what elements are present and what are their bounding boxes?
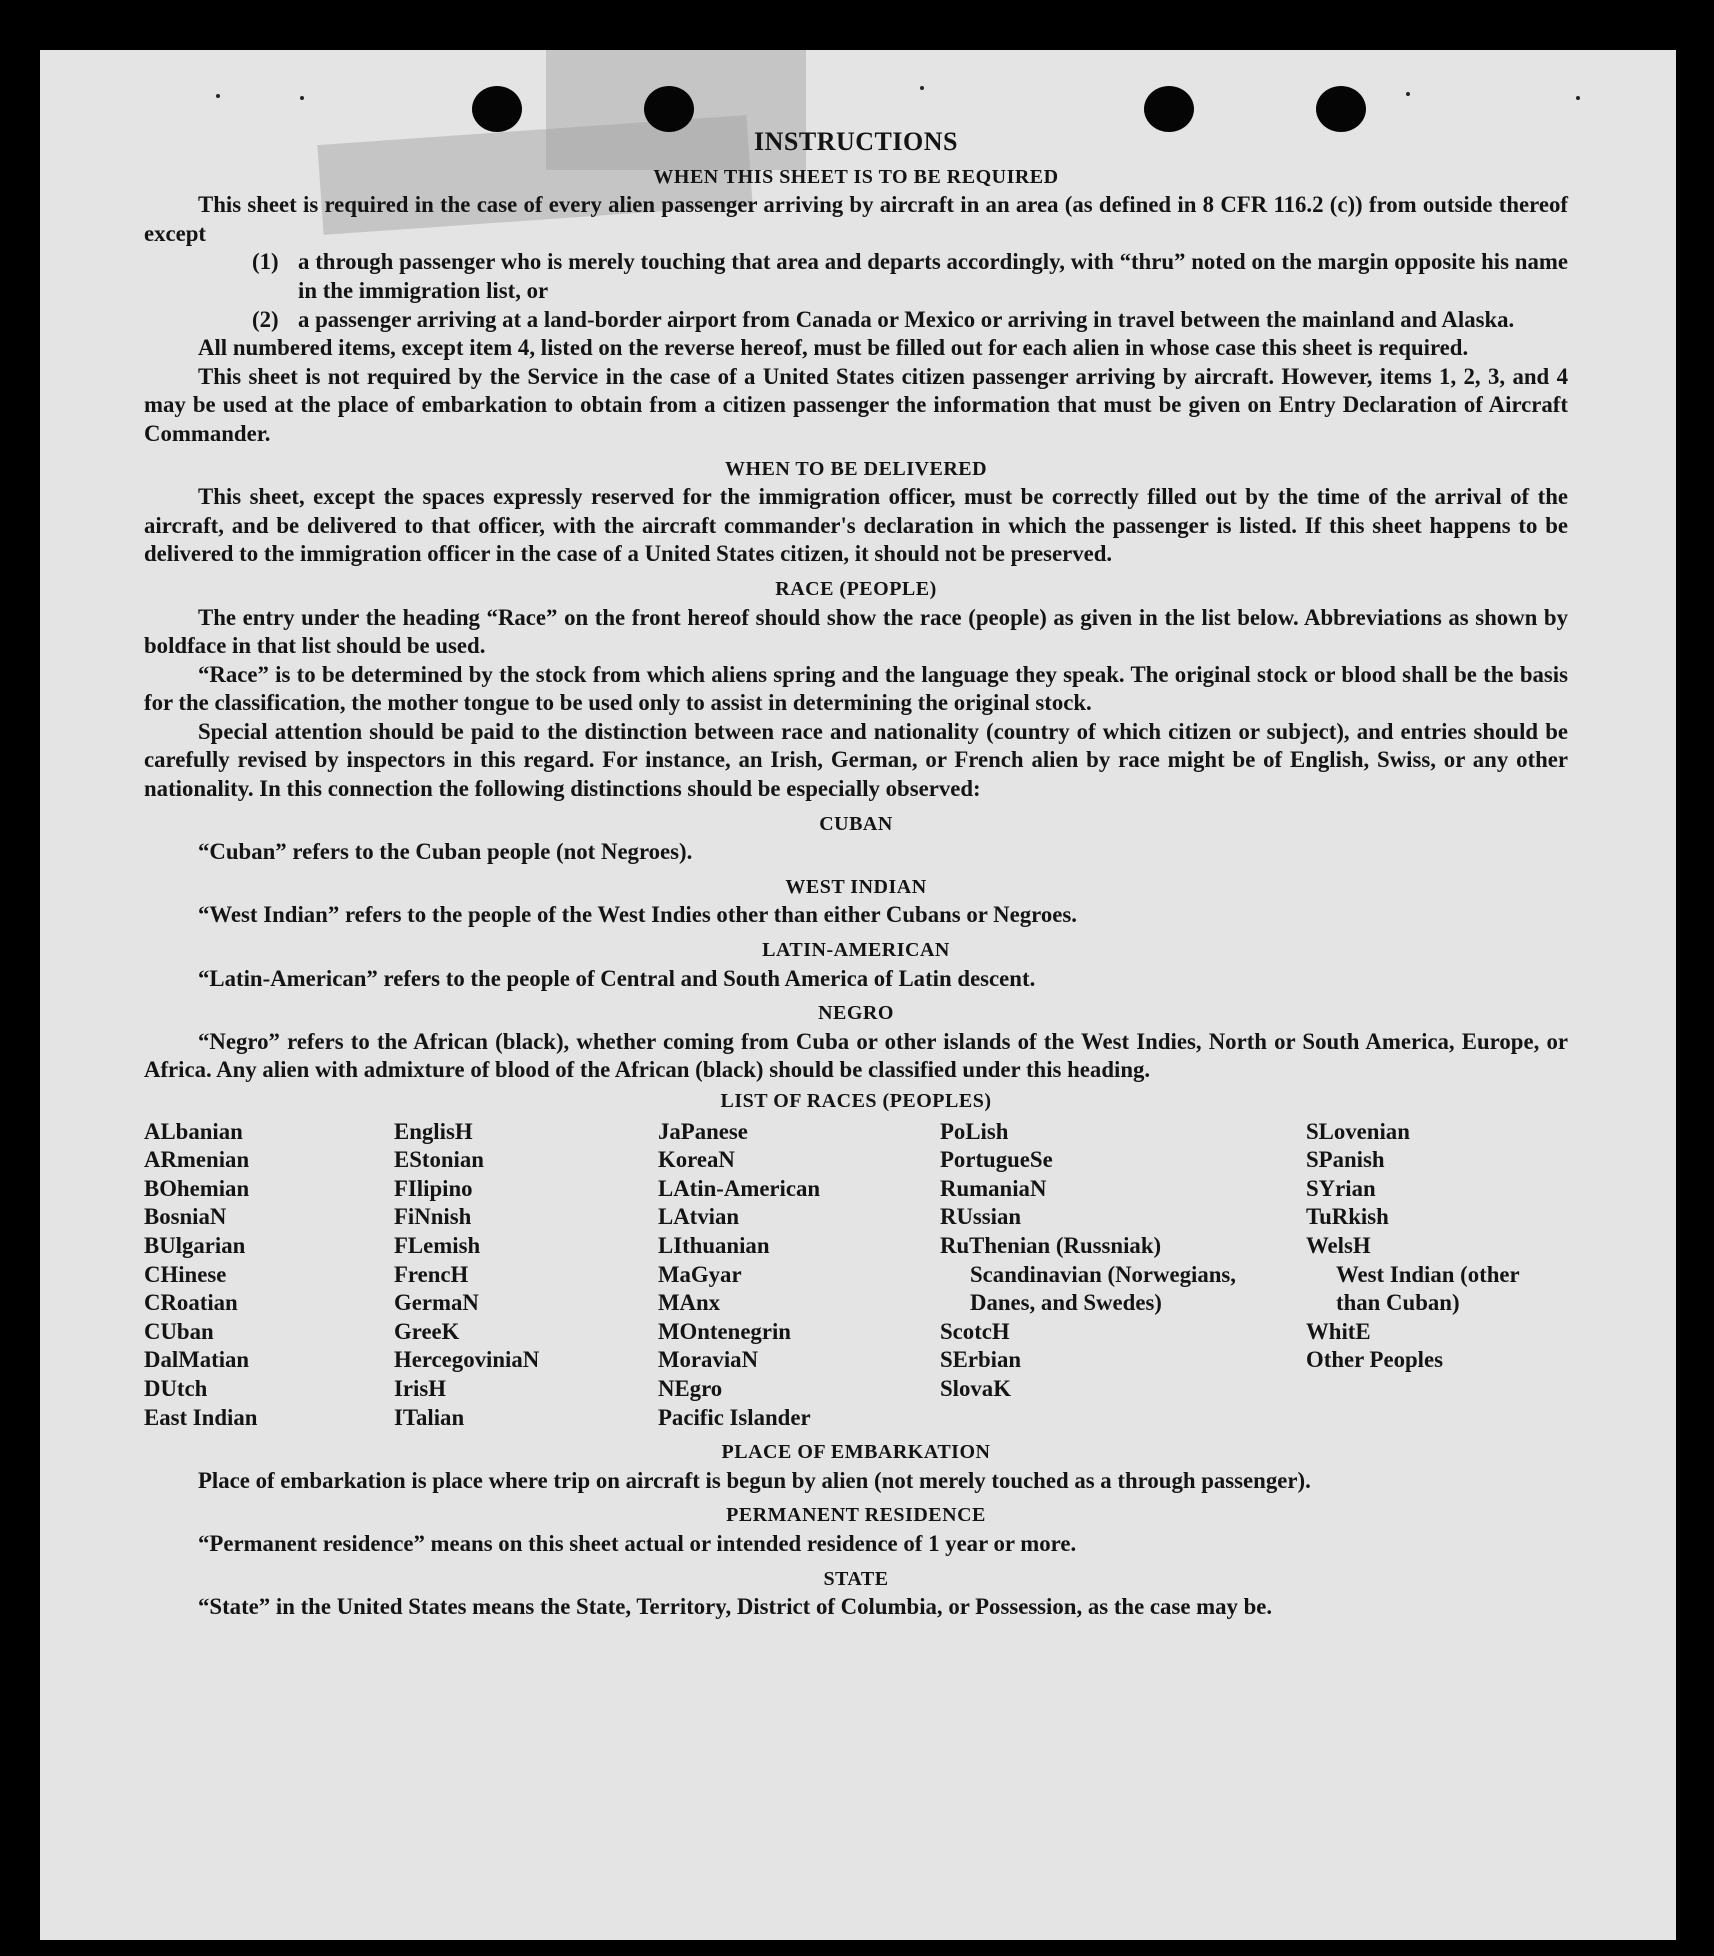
race-item: ALbanian [144, 1118, 243, 1144]
distinction-text-west-indian: “West Indian” refers to the people of the West Indies other than either Cubans or Negroes. [198, 902, 1077, 928]
distinction-text-latin-american: “Latin-American” refers to the people of Central and South America of Latin descent. [198, 965, 1036, 991]
punch-hole [644, 86, 694, 132]
race-item: GreeK [394, 1318, 460, 1344]
distinction-text-cuban: “Cuban” refers to the Cuban people (not Negroes). [198, 839, 693, 865]
race-item: MoraviaN [658, 1347, 759, 1373]
race-item: EStonian [394, 1147, 484, 1173]
speck [216, 94, 220, 98]
race-item: GermaN [394, 1290, 479, 1316]
race-item: Pacific Islander [658, 1404, 811, 1430]
state-text: “State” in the United States means the State, Territory, District of Columbia, or Possession, as the case may be. [198, 1594, 1273, 1620]
race-item: Scandinavian (Norwegians, Danes, and Swedes) [970, 1261, 1237, 1316]
race-item: LAtin-American [658, 1175, 821, 1201]
race-para-2: “Race” is to be determined by the stock from which aliens spring and the language they speak. The original stock or blood shall be the basis for the classification, the mother tongue to be used only to assist in determining the original stock. [144, 661, 1568, 716]
races-column [1306, 1118, 1568, 1433]
numbered-item [144, 248, 1568, 305]
instructions-content [144, 128, 1568, 1622]
section-heading-embarkation: PLACE OF EMBARKATION [721, 1441, 991, 1464]
race-item: TuRkish [1306, 1204, 1389, 1230]
distinction-heading-latin-american: LATIN-AMERICAN [762, 939, 950, 962]
required-intro: This sheet is required in the case of every alien passenger arriving by aircraft in an area (as defined in 8 CFR 116.2 (c)) from outside thereof except [144, 192, 1568, 246]
race-item: SYrian [1306, 1175, 1376, 1201]
page-title: INSTRUCTIONS [754, 127, 958, 156]
race-item: WelsH [1306, 1232, 1371, 1258]
punch-hole [472, 86, 522, 132]
race-item: WhitE [1306, 1318, 1371, 1344]
races-list [144, 1118, 1568, 1433]
section-heading-race: RACE (PEOPLE) [775, 577, 937, 600]
race-item: SLovenian [1306, 1118, 1410, 1144]
race-item: LIthuanian [658, 1232, 770, 1258]
section-heading-state: STATE [823, 1567, 889, 1590]
race-item: FIlipino [394, 1175, 473, 1201]
speck [1576, 96, 1580, 100]
distinction-text-negro: “Negro” refers to the African (black), whether coming from Cuba or other islands of the West Indies, North or South America, Europe, or Africa. Any alien with admixture of blood of the African (black) should be classified under this heading. [144, 1028, 1568, 1083]
races-heading: LIST OF RACES (PEOPLES) [720, 1090, 992, 1112]
distinction-heading-west-indian: WEST INDIAN [785, 875, 927, 898]
race-item: FLemish [394, 1232, 481, 1258]
race-item: Other Peoples [1306, 1347, 1443, 1373]
required-para-3: This sheet is not required by the Service in the case of a United States citizen passenger arriving by aircraft. However, items 1, 2, 3, and 4 may be used at the place of embarkation to obtain from a citizen passenger the information that must be given on Entry Declaration of Aircraft Commander. [144, 363, 1568, 446]
race-item: East Indian [144, 1404, 258, 1430]
race-item: PoLish [940, 1118, 1009, 1144]
race-item: CRoatian [144, 1290, 238, 1316]
race-para-3: Special attention should be paid to the distinction between race and nationality (country of which citizen or subject), and entries should be carefully revised by inspectors in this regard. For instance, an Irish, German, or French alien by race might be of English, Swiss, or any other nationality. In this connection the following distinctions should be especially observed: [144, 718, 1568, 802]
race-item: EnglisH [394, 1118, 473, 1144]
race-item: BOhemian [144, 1175, 250, 1201]
section-heading-delivered: WHEN TO BE DELIVERED [724, 457, 988, 480]
race-item: SlovaK [940, 1375, 1011, 1401]
race-item: MAnx [658, 1290, 721, 1316]
race-item: JaPanese [658, 1118, 748, 1144]
race-item: RuThenian (Russniak) [940, 1232, 1162, 1258]
race-item: FrencH [394, 1261, 469, 1287]
race-item: ARmenian [144, 1147, 250, 1173]
race-item: CHinese [144, 1261, 227, 1287]
race-item: NEgro [658, 1375, 723, 1401]
item-text: a passenger arriving at a land-border airport from Canada or Mexico or arriving in travel between the mainland and Alaska. [298, 306, 1515, 332]
race-item: FiNnish [394, 1204, 472, 1230]
race-item: SPanish [1306, 1147, 1385, 1173]
punch-hole [1144, 86, 1194, 132]
race-item: ITalian [394, 1404, 465, 1430]
section-heading-residence: PERMANENT RESIDENCE [726, 1504, 986, 1527]
numbered-item [144, 306, 1568, 335]
race-item: MaGyar [658, 1261, 742, 1287]
delivered-text: This sheet, except the spaces expressly reserved for the immigration officer, must be correctly filled out by the time of the arrival of the aircraft, and be delivered to that officer, with the aircraft commander's declaration in which the passenger is listed. If this sheet happens to be delivered to the immigration officer in the case of a United States citizen, it should not be preserved. [144, 484, 1568, 567]
punch-hole [1316, 86, 1366, 132]
races-column [394, 1118, 658, 1433]
races-column [658, 1118, 940, 1433]
speck [300, 96, 304, 100]
required-para-2: All numbered items, except item 4, listed on the reverse hereof, must be filled out for each alien in whose case this sheet is required. [198, 335, 1469, 361]
race-item: RumaniaN [940, 1175, 1047, 1201]
document-sheet [40, 50, 1676, 1940]
race-item: West Indian (other than Cuban) [1336, 1261, 1520, 1316]
races-column [144, 1118, 394, 1433]
race-item: DalMatian [144, 1347, 250, 1373]
race-item: SErbian [940, 1347, 1022, 1373]
race-item: RUssian [940, 1204, 1022, 1230]
item-number: (1) [252, 249, 279, 275]
section-heading-required: WHEN THIS SHEET IS TO BE REQUIRED [653, 165, 1059, 188]
race-item: DUtch [144, 1375, 208, 1401]
distinction-heading-negro: NEGRO [818, 1002, 894, 1025]
race-item: BUlgarian [144, 1232, 246, 1258]
race-item: HercegoviniaN [394, 1347, 540, 1373]
race-item: MOntenegrin [658, 1318, 791, 1344]
item-number: (2) [252, 306, 279, 332]
residence-text: “Permanent residence” means on this sheet actual or intended residence of 1 year or more. [198, 1530, 1077, 1556]
races-column [940, 1118, 1236, 1433]
race-item: KoreaN [658, 1147, 735, 1173]
race-item: CUban [144, 1318, 214, 1344]
embarkation-text: Place of embarkation is place where trip on aircraft is begun by alien (not merely touched as a through passenger). [198, 1467, 1311, 1493]
race-item: PortugueSe [940, 1147, 1053, 1173]
race-item: ScotcH [940, 1318, 1010, 1344]
race-item: IrisH [394, 1375, 446, 1401]
speck [920, 86, 924, 90]
race-item: LAtvian [658, 1204, 740, 1230]
item-text: a through passenger who is merely touching that area and departs accordingly, with “thru” noted on the margin opposite his name in the immigration list, or [298, 249, 1568, 303]
race-item: BosniaN [144, 1204, 227, 1230]
race-para-1: The entry under the heading “Race” on the front hereof should show the race (people) as given in the list below. Abbreviations as shown by boldface in that list should be used. [144, 604, 1568, 659]
distinction-heading-cuban: CUBAN [819, 812, 893, 835]
speck [1406, 92, 1410, 96]
